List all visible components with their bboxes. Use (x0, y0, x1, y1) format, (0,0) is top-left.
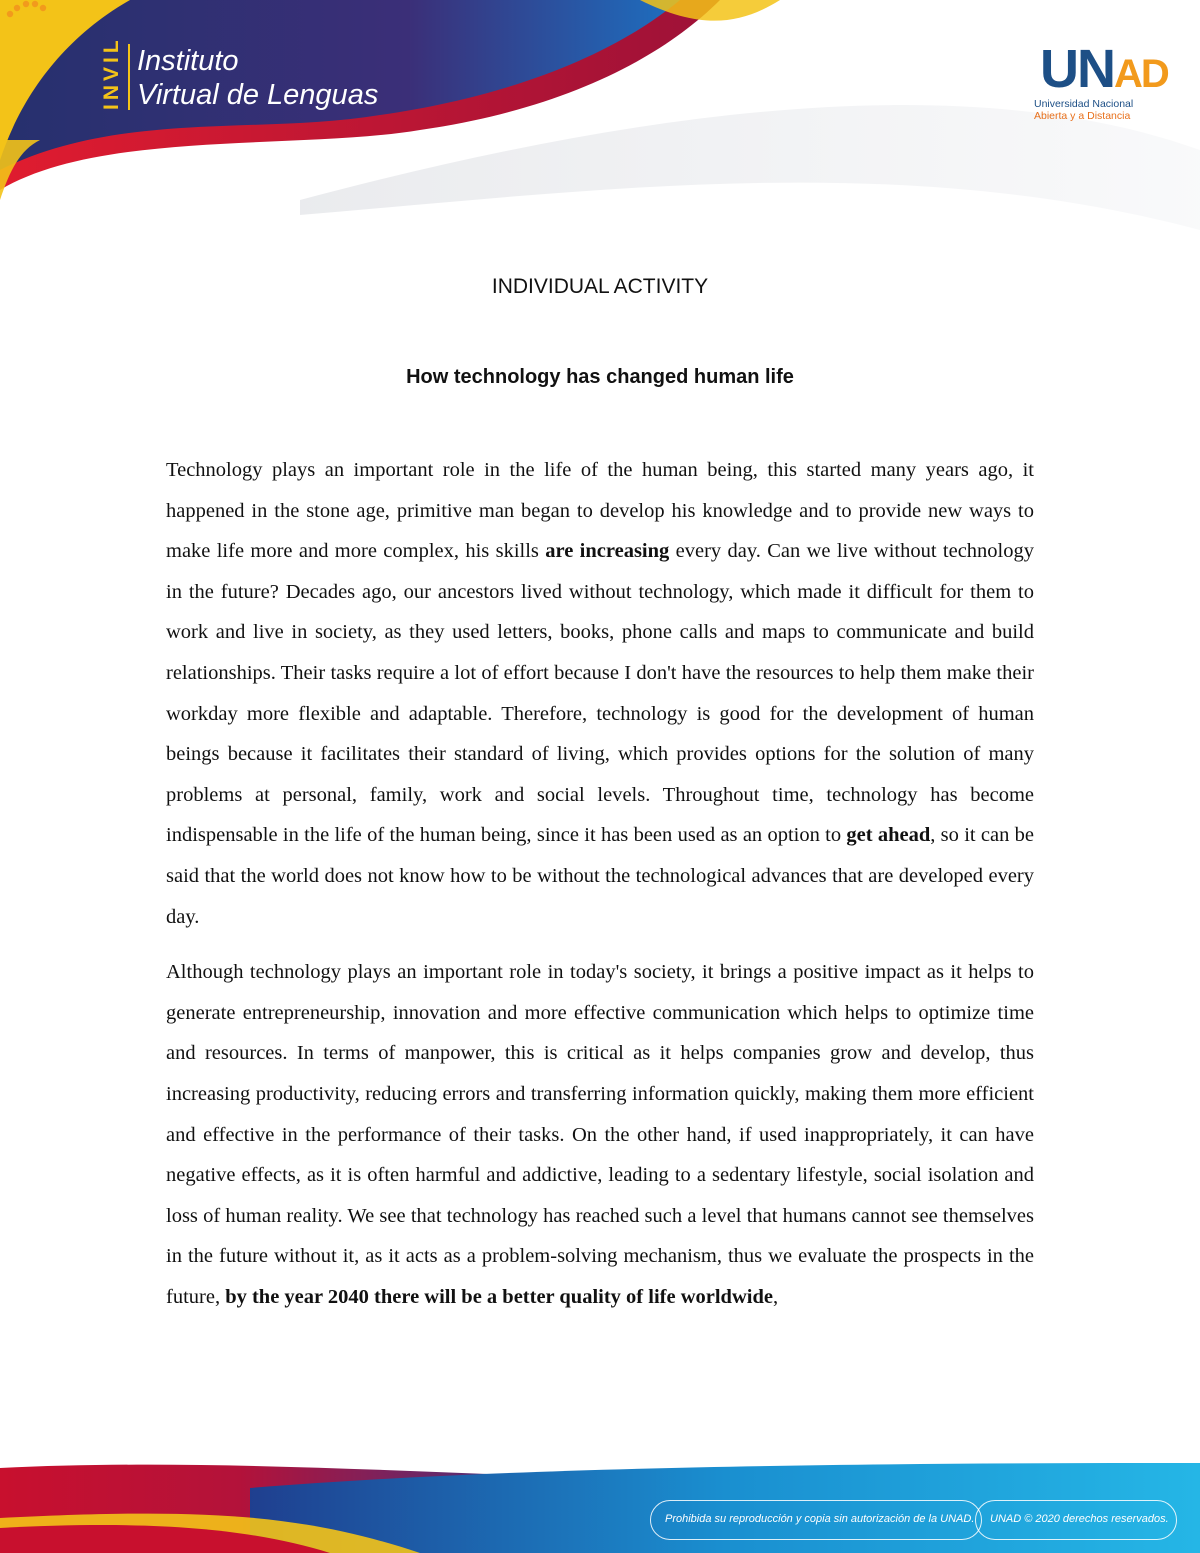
unad-line-2: Abierta y a Distancia (1034, 110, 1131, 122)
p1-bold-1: are increasing (545, 540, 670, 563)
paragraph-2 (166, 952, 1034, 1317)
unad-logo (1040, 39, 1168, 101)
unad-dots-icon (0, 0, 130, 100)
institute-logo-text (137, 44, 378, 112)
unad-accent: AD (1114, 52, 1168, 96)
p1-text-a: Technology plays an important role in the life of the human being, this started many years ago, it happened in the stone age, primitive man began to develop his knowledge and to provide new ways to make life more and more complex, his skills (166, 459, 1034, 563)
p2-bold: by the year 2040 there will be a better quality of life worldwide (225, 1285, 773, 1308)
document-body (166, 450, 1034, 1332)
paragraph-1 (166, 450, 1034, 937)
institute-line-2: Virtual de Lenguas (137, 79, 379, 111)
institute-line-1: Instituto (137, 45, 239, 77)
unad-main: UN (1040, 39, 1114, 99)
document-heading: INDIVIDUAL ACTIVITY (491, 275, 709, 298)
p2-text-a: Although technology plays an important role in today's society, it brings a positive impact as it helps to generate entrepreneurship, innovation and more effective communication which helps to optimize time and resources. In terms of manpower, this is critical as it helps companies grow and develop, thus increasing productivity, reducing errors and transferring information quickly, making them more efficient and effective in the performance of their tasks. On the other hand, if used inappropriately, it can have negative effects, as it is often harmful and addictive, leading to a sedentary lifestyle, social isolation and loss of human reality. We see that technology has reached such a level that humans cannot see themselves in the future without it, as it acts as a problem-solving mechanism, thus we evaluate the prospects in the future, (166, 961, 1034, 1308)
p1-bold-2: get ahead (846, 824, 931, 847)
header-banner (0, 0, 1200, 240)
institute-vertical-mark: INVIL (100, 36, 123, 110)
document-subtitle: How technology has changed human life (406, 366, 794, 388)
unad-line-1: Universidad Nacional (1034, 98, 1134, 110)
p1-text-c: every day. Can we live without technology in the future? Decades ago, our ancestors lived without technology, which made it difficult for them to work and live in society, as they used letters, books, phone calls and maps to communicate and build relationships. Their tasks require a lot of effort because I don't have the resources to help them make their workday more flexible and adaptable. Therefore, technology is good for the development of human beings because it facilitates their standard of living, which provides options for the solution of many problems at personal, family, work and social levels. Throughout time, technology has become indispensable in the life of the human being, since it has been used as an option to (166, 540, 1035, 847)
footer-notice: Prohibida su reproducción y copia sin autorización de la UNAD. (665, 1513, 975, 1525)
p1-text-d: , so it can be said that the world does not know how to be without the technological advances that are developed every day. (166, 824, 1034, 928)
p2-text-c: , (772, 1285, 779, 1308)
unad-subtitle (1034, 98, 1133, 122)
footer-rights: UNAD © 2020 derechos reservados. (990, 1513, 1169, 1525)
header-wave-graphic (0, 0, 1200, 240)
